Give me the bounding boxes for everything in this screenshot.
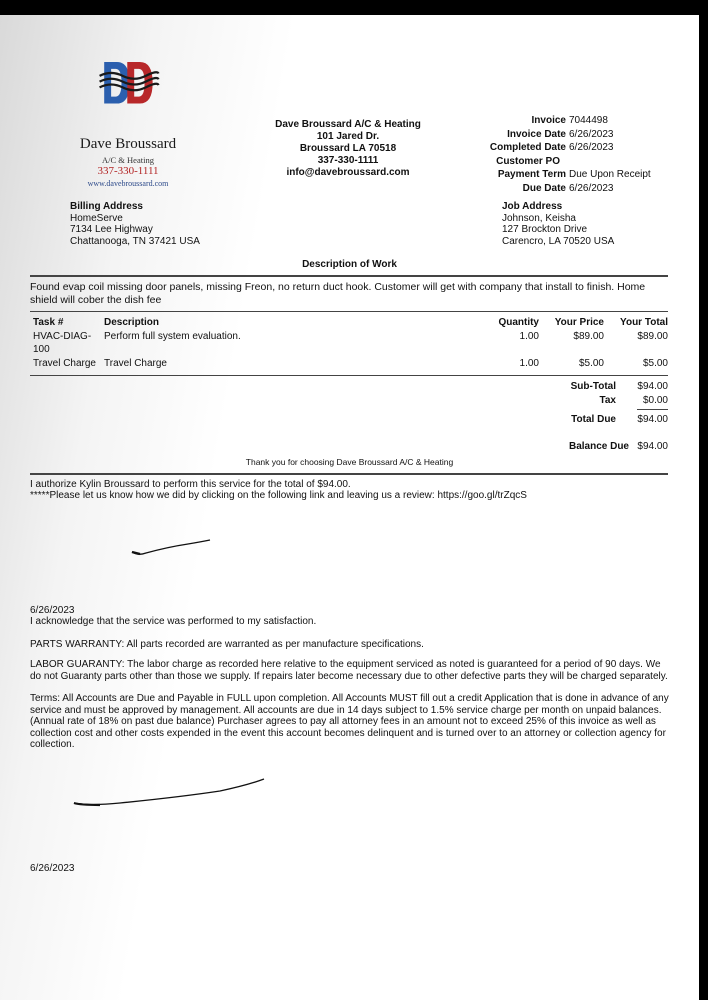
- col-description: Description: [104, 317, 160, 328]
- due-date-label: Due Date: [522, 182, 566, 194]
- thank-you-note: Thank you for choosing Dave Broussard A/C & Heating: [245, 457, 454, 467]
- company-email: info@davebroussard.com: [286, 167, 410, 178]
- invoice-date-label: Invoice Date: [507, 128, 566, 140]
- col-price: Your Price: [554, 317, 604, 328]
- row2-description: Travel Charge: [104, 358, 167, 369]
- signature-date-2: 6/26/2023: [30, 863, 75, 874]
- parts-warranty: PARTS WARRANTY: All parts recorded are warranted as per manufacture specifications.: [30, 639, 424, 650]
- total-due-value: $94.00: [637, 414, 668, 425]
- row2-price: $5.00: [578, 358, 604, 369]
- billing-line: 7134 Lee Highway: [70, 224, 153, 235]
- invoice-number-value: 7044498: [569, 115, 608, 126]
- col-task: Task #: [33, 317, 64, 328]
- balance-due-label: Balance Due: [568, 441, 629, 452]
- row2-total: $5.00: [642, 358, 668, 369]
- company-logo-icon: [68, 62, 190, 137]
- total-underline: [637, 409, 668, 410]
- subtotal-value: $94.00: [637, 381, 668, 392]
- company-street: 101 Jared Dr.: [316, 131, 380, 142]
- row2-quantity: 1.00: [519, 358, 539, 369]
- payment-term-label: Payment Term: [497, 169, 566, 181]
- customer-signature-1: [128, 536, 218, 560]
- row1-total: $89.00: [637, 331, 668, 342]
- company-name: Dave Broussard A/C & Heating: [275, 119, 421, 130]
- customer-po-value: [569, 155, 679, 169]
- col-total: Your Total: [620, 317, 668, 328]
- right-border: [699, 0, 708, 1000]
- job-line: Carencro, LA 70520 USA: [502, 235, 615, 247]
- balance-due-value: $94.00: [637, 441, 668, 452]
- billing-address: [70, 201, 200, 247]
- tax-value: $0.00: [642, 395, 668, 406]
- divider: [30, 311, 668, 312]
- company-info: [262, 119, 434, 179]
- logo-phone: 337-330-1111: [97, 165, 159, 177]
- customer-po-label: Customer PO: [496, 155, 560, 167]
- completed-date-value: 6/26/2023: [569, 142, 614, 154]
- invoice-field-values: [569, 114, 679, 196]
- logo-website: www.davebroussard.com: [87, 179, 169, 188]
- authorize-line: I authorize Kylin Broussard to perform this service for the total of $94.00.: [30, 479, 351, 490]
- company-phone: 337-330-1111: [317, 155, 379, 166]
- job-line: Johnson, Keisha: [502, 212, 576, 224]
- row2-task: Travel Charge: [33, 358, 96, 369]
- col-quantity: Quantity: [498, 317, 539, 328]
- billing-line: HomeServe: [70, 212, 123, 224]
- billing-line: Chattanooga, TN 37421 USA: [70, 235, 200, 247]
- row1-quantity: 1.00: [519, 331, 539, 342]
- top-border: [0, 0, 708, 15]
- divider: [30, 473, 668, 475]
- customer-signature-2: [70, 775, 270, 811]
- row1-price: $89.00: [573, 331, 604, 342]
- tax-label: Tax: [599, 395, 616, 406]
- invoice-date-value: 6/26/2023: [569, 128, 614, 140]
- signature-date-1: 6/26/2023: [30, 605, 75, 616]
- divider: [30, 375, 668, 376]
- total-due-label: Total Due: [571, 414, 616, 425]
- invoice-field-labels: [440, 114, 566, 196]
- divider: [30, 275, 668, 277]
- billing-address-heading: Billing Address: [70, 201, 143, 212]
- job-line: 127 Brockton Drive: [502, 224, 588, 235]
- work-description: Found evap coil missing door panels, missing Freon, no return duct hook. Customer will get with company that install to finish. Home shield will cober the dish fee: [30, 281, 646, 306]
- invoice-number-label: Invoice: [531, 115, 566, 126]
- row1-description: Perform full system evaluation.: [104, 331, 241, 342]
- review-request: *****Please let us know how we did by clicking on the following link and leaving us a review: https://goo.gl/trZqcS: [30, 490, 527, 501]
- acknowledge-statement: I acknowledge that the service was performed to my satisfaction.: [30, 616, 317, 627]
- completed-date-label: Completed Date: [489, 142, 566, 154]
- logo-name: Dave Broussard: [79, 136, 177, 152]
- due-date-value: 6/26/2023: [569, 182, 614, 194]
- job-address: [502, 201, 614, 247]
- payment-term-value: Due Upon Receipt: [569, 169, 651, 181]
- job-address-heading: Job Address: [502, 201, 563, 212]
- labor-guaranty: LABOR GUARANTY: The labor charge as recorded here relative to the equipment serviced as noted is guaranteed for a period of 90 days. We do not Guaranty parts other than those we supply. If repairs later become necessary due to other defective parts they will be charged separately.: [30, 659, 668, 682]
- subtotal-label: Sub-Total: [570, 381, 616, 392]
- logo-subtitle: A/C & Heating: [102, 155, 154, 165]
- terms: Terms: All Accounts are Due and Payable in FULL upon completion. All Accounts MUST fill out a credit Application that is done in advance of any service and must be approved by management. All accounts are due in 14 days subject to 1.5% service charge per month on unpaid balances. (Annual rate of 18% on past due balance) Purchaser agrees to pay all attorney fees in an amount not to exceed 25% of this invoice as well as collection cost and other costs expended in the event this account becomes delinquent and is turned over to an attorney or collection agency for collection.: [30, 693, 669, 750]
- row1-task: HVAC-DIAG-100: [33, 331, 92, 355]
- company-city: Broussard LA 70518: [299, 143, 397, 154]
- work-section-title: Description of Work: [302, 259, 397, 270]
